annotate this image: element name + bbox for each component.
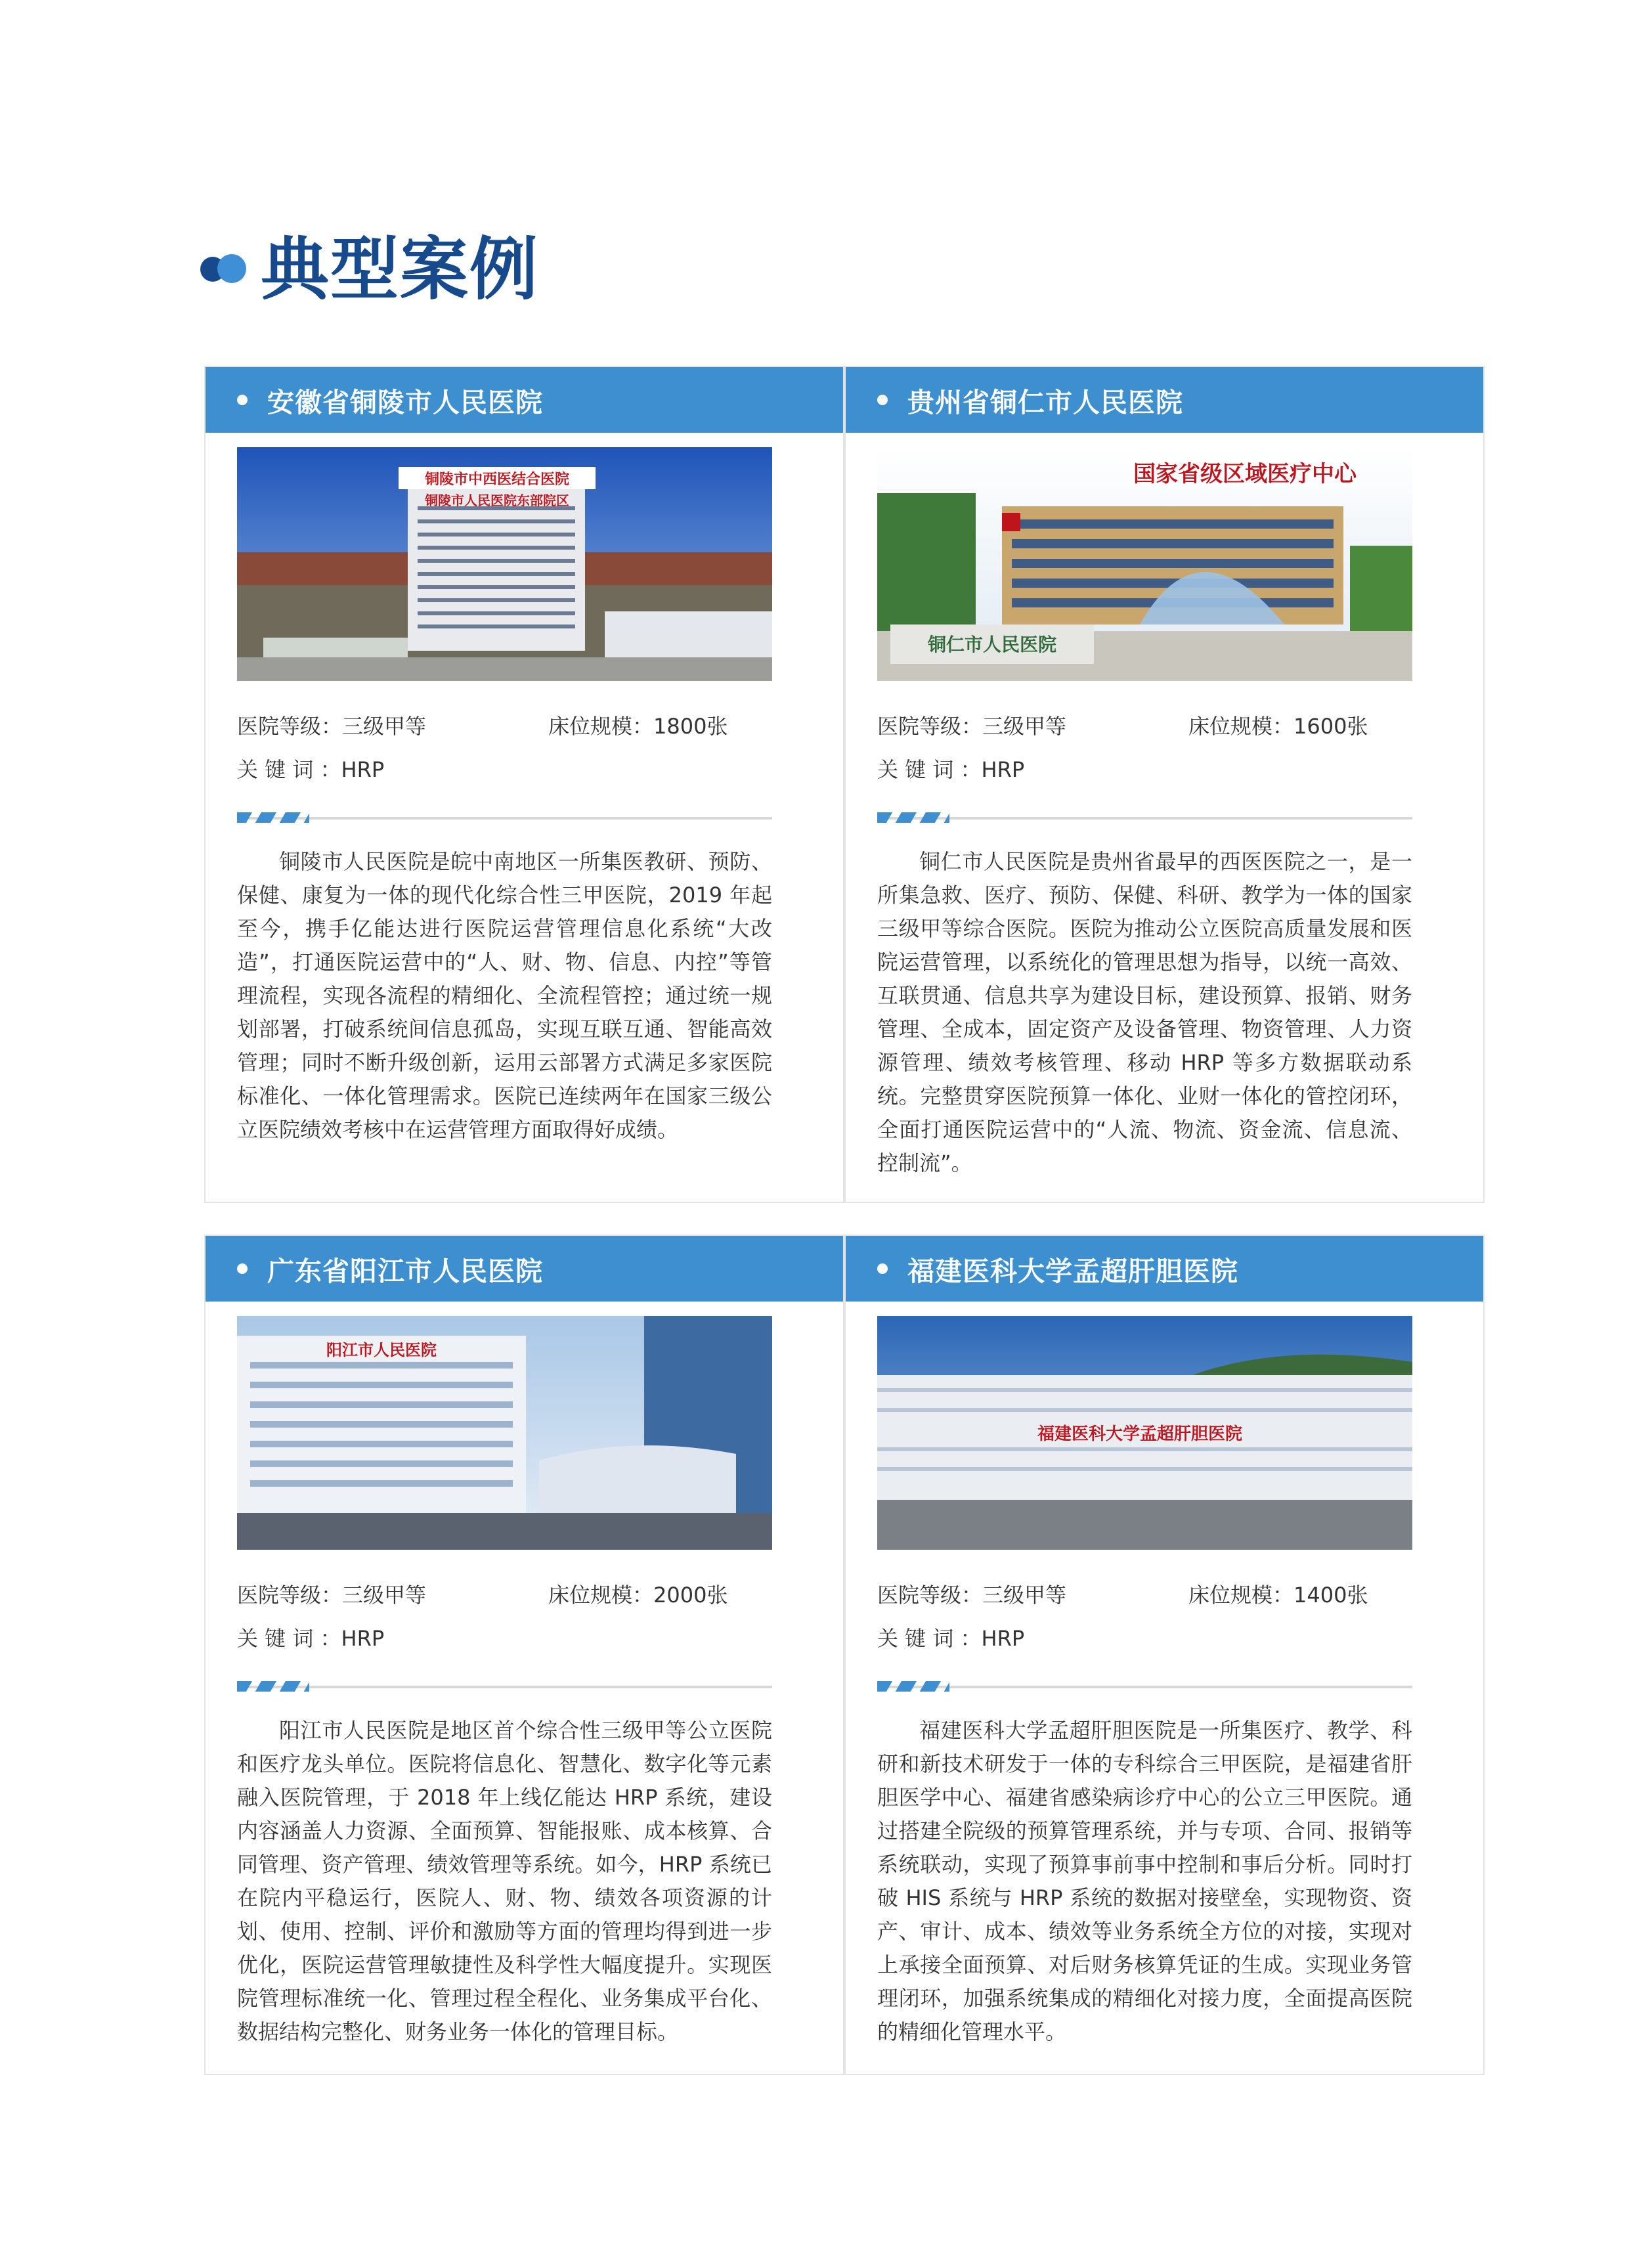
bullet-icon [877,395,888,405]
case-card-yangjiang [204,1235,844,2075]
sign-top: 国家省级区域医疗中心 [1133,461,1357,487]
beds-value: 1400张 [1293,1583,1368,1608]
case-description: 阳江市人民医院是地区首个综合性三级甲等公立医院和医疗龙头单位。医院将信息化、智慧化、数字化等元素融入医院管理，于 2018 年上线亿能达 HRP 系统，建设内容涵盖人力资源、全面预算、智能报账、成本核算、合同管理、资产管理、绩效管理等系统。如今，HRP 系统已在院内平稳运行，医院人、财、物、绩效各项资源的计划、使用、控制、评价和激励等方面的管理均得到进一步优化，医院运营管理敏捷性及科学性大幅度提升。实现医院管理标准统一化、管理过程全程化、业务集成平台化、数据结构完整化、财务业务一体化的管理目标。 [237,1718,772,2044]
keywords-label: 关 键 词 ： [877,1626,982,1651]
case-description: 铜陵市人民医院是皖中南地区一所集医教研、预防、保健、康复为一体的现代化综合性三甲医院，2019 年起至今，携手亿能达进行医院运营管理信息化系统“大改造”，打通医院运营中的“人、财、物、信息、内控”等管理流程，实现各流程的精细化、全流程管控；通过统一规划部署，打破系统间信息孤岛，实现互联互通、智能高效管理；同时不断升级创新，运用云部署方式满足多家医院标准化、一体化管理需求。医院已连续两年在国家三级公立医院绩效考核中在运营管理方面取得好成绩。 [237,849,772,1142]
beds-label: 床位规模： [548,1583,654,1608]
beds-value: 2000张 [653,1583,728,1608]
info-beds [1188,710,1368,740]
info-beds [548,710,728,740]
keywords-label: 关 键 词 ： [237,757,341,782]
divider [237,812,772,823]
divider [237,1681,772,1692]
hospital-photo [237,1316,772,1550]
hospital-name: 安徽省铜陵市人民医院 [267,386,543,418]
keywords-value: HRP [981,757,1025,782]
beds-label: 床位规模： [1188,714,1294,739]
info-keywords [877,753,1024,783]
sign-bottom: 铜仁市人民医院 [927,634,1057,655]
case-card-mengchao [844,1235,1485,2075]
keywords-value: HRP [341,1626,385,1651]
level-label: 医院等级： [237,1583,343,1608]
sign-top: 阳江市人民医院 [326,1340,437,1359]
beds-label: 床位规模： [1188,1583,1294,1608]
sign-bottom: 铜陵市人民医院东部院区 [425,493,569,508]
beds-label: 床位规模： [548,714,654,739]
case-card-tongling [204,366,844,1203]
info-keywords [237,753,384,783]
page-header [200,223,539,315]
hospital-name: 福建医科大学孟超肝胆医院 [907,1255,1238,1287]
case-header [206,367,843,433]
page-title: 典型案例 [261,229,540,309]
keywords-value: HRP [981,1626,1025,1651]
level-value: 三级甲等 [342,1583,427,1608]
case-header [206,1236,843,1302]
level-label: 医院等级： [877,714,983,739]
level-label: 医院等级： [237,714,343,739]
hospital-name: 广东省阳江市人民医院 [267,1255,543,1287]
case-header [846,367,1483,433]
sign-top: 铜陵市中西医结合医院 [424,471,570,488]
hospital-photo [877,1316,1412,1550]
info-level [237,710,426,740]
keywords-label: 关 键 词 ： [237,1626,341,1651]
info-beds [1188,1579,1368,1609]
keywords-value: HRP [341,757,385,782]
divider [877,1681,1412,1692]
info-level [877,710,1066,740]
bullet-icon [237,395,248,405]
hospital-name: 贵州省铜仁市人民医院 [907,386,1183,418]
info-beds [548,1579,728,1609]
level-value: 三级甲等 [342,714,427,739]
divider [877,812,1412,823]
info-keywords [237,1622,384,1652]
sign-top: 福建医科大学孟超肝胆医院 [1037,1424,1243,1444]
level-value: 三级甲等 [982,1583,1067,1608]
level-value: 三级甲等 [982,714,1067,739]
title-dots-icon [200,254,246,284]
case-header [846,1236,1483,1302]
hospital-photo [877,447,1412,681]
info-level [877,1579,1066,1609]
hospital-photo [237,447,772,681]
case-description: 铜仁市人民医院是贵州省最早的西医医院之一，是一所集急救、医疗、预防、保健、科研、教学为一体的国家三级甲等综合医院。医院为推动公立医院高质量发展和医院运营管理，以系统化的管理思想为指导，以统一高效、互联贯通、信息共享为建设目标，建设预算、报销、财务管理、全成本，固定资产及设备管理、物资管理、人力资源管理、绩效考核管理、移动 HRP 等多方数据联动系统。完整贯穿医院预算一体化、业财一体化的管控闭环，全面打通医院运营中的“人流、物流、资金流、信息流、控制流”。 [877,849,1412,1175]
case-description: 福建医科大学孟超肝胆医院是一所集医疗、教学、科研和新技术研发于一体的专科综合三甲医院，是福建省肝胆医学中心、福建省感染病诊疗中心的公立三甲医院。通过搭建全院级的预算管理系统，并与专项、合同、报销等系统联动，实现了预算事前事中控制和事后分析。同时打破 HIS 系统与 HRP 系统的数据对接壁垒，实现物资、资产、审计、成本、绩效等业务系统全方位的对接，实现对上承接全面预算、对后财务核算凭证的生成。实现业务管理闭环，加强系统集成的精细化对接力度，全面提高医院的精细化管理水平。 [877,1718,1412,2044]
beds-value: 1800张 [653,714,728,739]
bullet-icon [237,1263,248,1274]
case-card-tongren [844,366,1485,1203]
bullet-icon [877,1263,888,1274]
beds-value: 1600张 [1293,714,1368,739]
info-level [237,1579,426,1609]
keywords-label: 关 键 词 ： [877,757,982,782]
level-label: 医院等级： [877,1583,983,1608]
info-keywords [877,1622,1024,1652]
